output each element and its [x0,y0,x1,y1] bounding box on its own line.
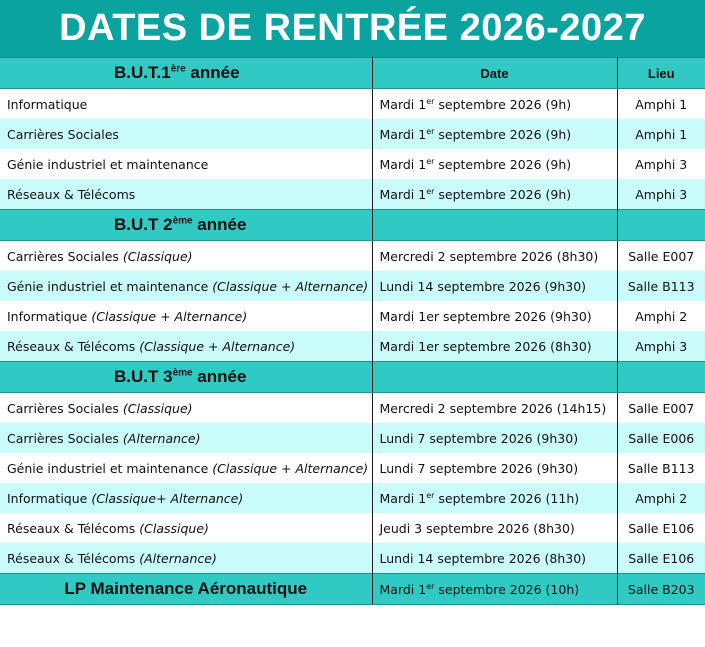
lp-date-cell [372,574,617,605]
program-note: (Classique) [122,400,193,416]
program-name: Génie industriel et maintenance [7,278,213,294]
lp-date-rest: septembre 2026 (10h) [434,581,580,597]
date-text: Mercredi 2 septembre 2026 (14h15) [379,400,607,416]
date-text: Mardi 1 [379,186,427,202]
date-sup: er [426,96,435,106]
section-title-prefix: B.U.T 3 [114,367,173,386]
lieu-cell: Amphi 1 [635,126,688,142]
date-cell [372,301,617,331]
program-name: Informatique [7,308,92,324]
date-cell [372,543,617,574]
program-note: (Classique) [139,520,209,536]
program-cell [0,453,372,483]
section-title-prefix: B.U.T.1 [114,63,171,82]
table-row [0,119,705,149]
program-cell [0,89,372,120]
section-title-sup: ème [172,215,193,227]
lp-lieu-cell: Salle B203 [617,574,705,605]
program-name: Carrières Sociales [7,430,123,446]
program-cell [0,483,372,513]
date-sup: er [426,156,435,166]
lp-date-sup: er [426,581,435,591]
table-row [0,543,705,574]
lieu-cell: Salle E007 [628,248,695,264]
table-row [0,453,705,483]
table-row [0,149,705,179]
lieu-cell: Salle B113 [627,278,695,294]
date-text: Jeudi 3 septembre 2026 (8h30) [379,520,575,536]
date-cell [372,483,617,513]
program-cell [0,241,372,272]
lp-title: LP Maintenance Aéronautique [0,574,372,605]
date-text: Mardi 1 [379,126,427,142]
lieu-cell: Salle E106 [628,520,695,536]
lieu-cell: Salle B113 [627,460,695,476]
section-header [0,58,705,89]
section-title-sup: ème [172,367,193,379]
date-cell [372,393,617,424]
program-cell [0,393,372,424]
section-header [0,210,705,241]
date-column-header: Date [372,58,617,89]
program-name: Informatique [7,490,92,506]
program-cell [0,513,372,543]
date-text-rest: septembre 2026 (9h) [434,96,572,112]
program-note: (Classique + Alternance) [212,278,369,294]
date-text: Lundi 7 septembre 2026 (9h30) [379,430,579,446]
program-note: (Classique+ Alternance) [91,490,244,506]
program-name: Carrières Sociales [7,248,123,264]
date-text: Mardi 1 [379,490,427,506]
lieu-column-header: Lieu [617,58,705,89]
program-name: Réseaux & Télécoms [7,338,140,354]
table-row [0,483,705,513]
date-text-rest: septembre 2026 (11h) [434,490,580,506]
date-sup: er [426,186,435,196]
date-text: Mercredi 2 septembre 2026 (8h30) [379,248,599,264]
table-row [0,241,705,272]
program-note: (Classique + Alternance) [91,308,248,324]
program-name: Réseaux & Télécoms [7,520,140,536]
program-note: (Alternance) [122,430,201,446]
date-cell [372,271,617,301]
program-note: (Alternance) [139,550,217,566]
lieu-cell: Salle E106 [628,550,695,566]
table-row [0,331,705,362]
section-title [0,210,372,241]
program-name: Carrières Sociales [7,126,119,142]
table-row [0,89,705,120]
table-row [0,423,705,453]
date-text: Lundi 7 septembre 2026 (9h30) [379,460,579,476]
table-row [0,301,705,331]
table-row [0,393,705,424]
date-cell [372,149,617,179]
program-name: Informatique [7,96,88,112]
date-cell [372,241,617,272]
lp-row [0,574,705,605]
lieu-cell: Amphi 3 [635,338,688,354]
lieu-cell: Amphi 3 [635,186,688,202]
section-header [0,362,705,393]
date-cell [372,89,617,120]
date-sup: er [426,126,435,136]
date-cell [372,119,617,149]
lieu-cell: Amphi 2 [635,490,688,506]
lieu-cell: Amphi 2 [635,308,688,324]
lieu-cell: Salle E006 [628,430,695,446]
date-text: Lundi 14 septembre 2026 (9h30) [379,278,587,294]
date-cell [372,513,617,543]
program-cell [0,179,372,210]
date-cell [372,179,617,210]
lieu-column-header [617,362,705,393]
date-text: Mardi 1 [379,156,427,172]
date-cell [372,453,617,483]
program-note: (Classique + Alternance) [212,460,369,476]
section-title [0,362,372,393]
date-sup: er [426,490,435,500]
program-cell [0,271,372,301]
date-text-rest: septembre 2026 (9h) [434,186,572,202]
lieu-cell: Amphi 3 [635,156,688,172]
program-note: (Classique + Alternance) [139,338,296,354]
date-text-rest: septembre 2026 (9h) [434,156,572,172]
lieu-cell: Salle E007 [628,400,695,416]
section-title-suffix: année [192,367,247,386]
lieu-column-header [617,210,705,241]
date-column-header [372,210,617,241]
program-cell [0,423,372,453]
date-text: Mardi 1 [379,96,427,112]
page-title: DATES DE RENTRÉE 2026-2027 [0,0,705,57]
schedule-table [0,57,705,605]
date-cell [372,423,617,453]
program-name: Réseaux & Télécoms [7,186,136,202]
date-column-header [372,362,617,393]
table-row [0,271,705,301]
section-title-sup: ère [170,63,186,75]
program-name: Génie industriel et maintenance [7,460,213,476]
date-text: Mardi 1er septembre 2026 (8h30) [379,338,592,354]
section-title [0,58,372,89]
section-title-prefix: B.U.T 2 [114,215,173,234]
table-row [0,179,705,210]
date-text: Mardi 1er septembre 2026 (9h30) [379,308,592,324]
date-text: Lundi 14 septembre 2026 (8h30) [379,550,587,566]
program-cell [0,301,372,331]
program-note: (Classique) [122,248,193,264]
program-name: Carrières Sociales [7,400,123,416]
program-cell [0,119,372,149]
program-cell [0,543,372,574]
section-title-suffix: année [192,215,247,234]
date-text-rest: septembre 2026 (9h) [434,126,572,142]
date-cell [372,331,617,362]
program-cell [0,331,372,362]
section-title-suffix: année [185,63,240,82]
program-name: Génie industriel et maintenance [7,156,209,172]
lp-date-text: Mardi 1 [379,581,427,597]
lieu-cell: Amphi 1 [635,96,688,112]
program-name: Réseaux & Télécoms [7,550,140,566]
program-cell [0,149,372,179]
table-row [0,513,705,543]
